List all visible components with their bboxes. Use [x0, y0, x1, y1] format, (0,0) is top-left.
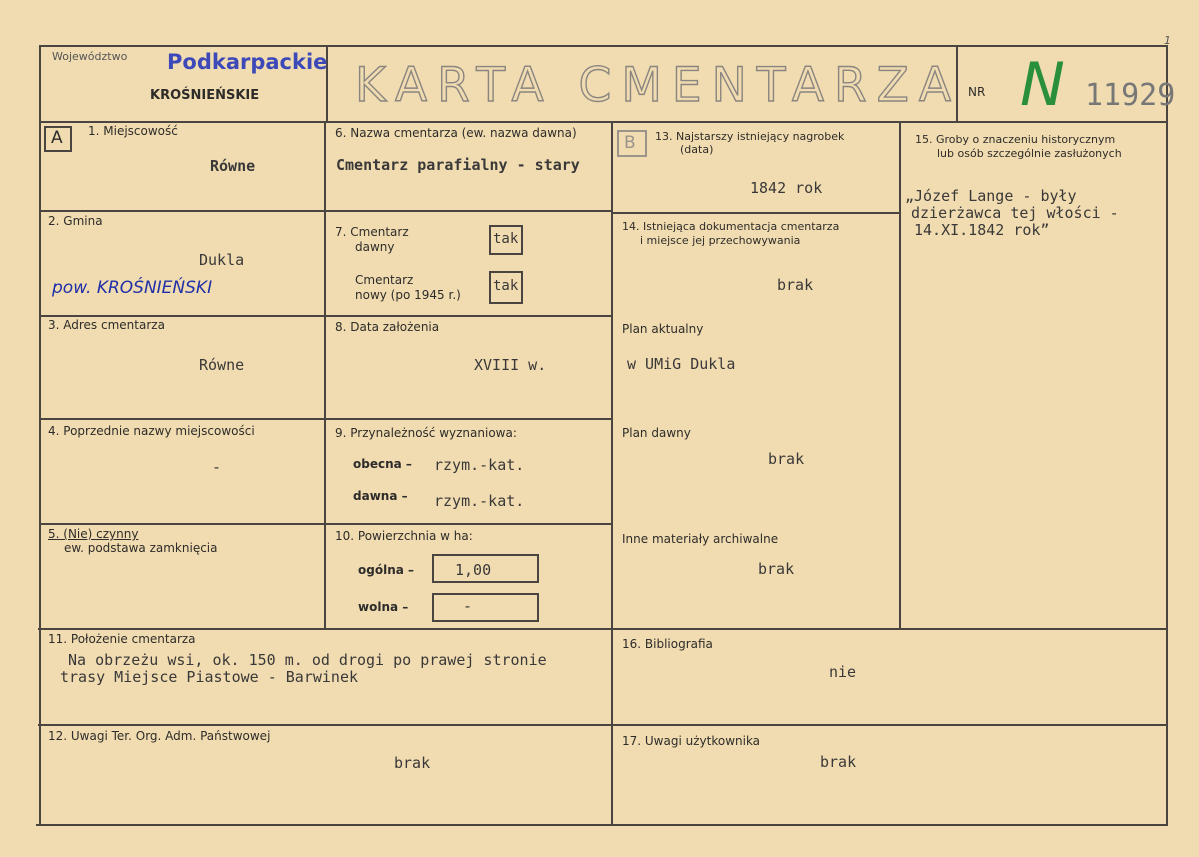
f11-label: 11. Położenie cmentarza	[48, 632, 196, 646]
f3-label: 3. Adres cmentarza	[48, 318, 165, 332]
nr-prefix-marker: N	[1020, 50, 1065, 120]
f9-dawna-label: dawna –	[353, 489, 408, 503]
plan-dawny-value: brak	[768, 450, 805, 468]
f10-ogolna-value: 1,00	[455, 561, 492, 579]
f5-label-2: ew. podstawa zamknięcia	[64, 541, 218, 555]
f17-value: brak	[820, 753, 857, 771]
f13-value: 1842 rok	[750, 179, 823, 197]
f9-dawna-value: rzym.-kat.	[434, 492, 525, 510]
f4-label: 4. Poprzednie nazwy miejscowości	[48, 424, 255, 438]
f8-label: 8. Data założenia	[335, 320, 440, 334]
f10-wolna-box	[432, 593, 539, 622]
f4-value: -	[212, 458, 222, 476]
rule-row-4	[40, 523, 612, 525]
f8-value: XVIII w.	[474, 356, 547, 374]
f7-nowy-1: Cmentarz	[355, 273, 414, 287]
f12-value: brak	[394, 754, 431, 772]
f9-label: 9. Przynależność wyznaniowa:	[335, 426, 517, 440]
f15-label-1: 15. Groby o znaczeniu historycznym	[915, 133, 1116, 146]
f6-value: Cmentarz parafialny - stary	[336, 156, 580, 174]
rule-row-5	[38, 628, 1168, 630]
rule-header-bottom	[40, 121, 1168, 123]
wojewodztwo-label: Województwo	[52, 50, 128, 63]
f7-nowy-value: tak	[493, 278, 519, 294]
f15-line-2: dzierżawca tej włości -	[911, 204, 1119, 222]
plan-aktualny-value: w UMiG Dukla	[627, 355, 736, 373]
f11-line-2: trasy Miejsce Piastowe - Barwinek	[60, 668, 359, 686]
f17-label: 17. Uwagi użytkownika	[622, 734, 761, 748]
f15-line-3: 14.XI.1842 rok”	[914, 221, 1050, 239]
plan-dawny-label: Plan dawny	[622, 426, 691, 440]
f2-handwritten: pow. KROŚNIEŃSKI	[52, 278, 213, 298]
f16-label: 16. Bibliografia	[622, 637, 713, 651]
f10-label: 10. Powierzchnia w ha:	[335, 529, 473, 543]
inne-label: Inne materiały archiwalne	[622, 532, 779, 546]
f14-value: brak	[777, 276, 814, 294]
inne-value: brak	[758, 560, 795, 578]
f1-label: 1. Miejscowość	[88, 124, 178, 138]
rule-col-3	[899, 121, 901, 630]
f9-obecna-label: obecna –	[353, 457, 412, 471]
rule-row-1	[40, 210, 612, 212]
f13-label-1: 13. Najstarszy istniejący nagrobek	[655, 130, 845, 143]
nr-label: NR	[968, 85, 986, 99]
nr-value: 11929	[1085, 78, 1176, 113]
rule-bottom	[36, 824, 1168, 826]
f13-label-2: (data)	[680, 143, 714, 156]
f14-label-2: i miejsce jej przechowywania	[640, 234, 801, 247]
f14-label-1: 14. Istniejąca dokumentacja cmentarza	[622, 220, 840, 233]
rule-col3-r1	[612, 212, 900, 214]
f5-label-1: 5. (Nie) czynny	[48, 527, 139, 541]
rule-col-2	[611, 121, 613, 826]
f16-value: nie	[829, 663, 857, 681]
f2-label: 2. Gmina	[48, 214, 103, 228]
f10-wolna-label: wolna –	[358, 600, 409, 614]
f2-value: Dukla	[199, 251, 245, 269]
rule-top	[40, 45, 1168, 47]
f6-label: 6. Nazwa cmentarza (ew. nazwa dawna)	[335, 126, 577, 140]
f7-dawny-1: 7. Cmentarz	[335, 225, 409, 239]
f15-label-2: lub osób szczególnie zasłużonych	[937, 147, 1122, 160]
rule-right	[1166, 45, 1168, 826]
card-title: KARTA CMENTARZA	[355, 58, 961, 113]
f7-dawny-value: tak	[493, 231, 519, 247]
rule-col-1	[324, 121, 326, 630]
f3-value: Równe	[199, 356, 245, 374]
f7-dawny-2: dawny	[355, 240, 395, 254]
rule-row-6	[38, 724, 1168, 726]
f15-line-1: „Józef Lange - były	[905, 187, 1077, 205]
wojewodztwo-stamp: Podkarpackie	[167, 50, 328, 74]
rule-left	[39, 45, 41, 826]
corner-mark: 1	[1164, 34, 1171, 47]
f10-wolna-value: -	[463, 597, 473, 615]
f10-ogolna-label: ogólna –	[358, 563, 415, 577]
f7-nowy-2: nowy (po 1945 r.)	[355, 288, 461, 302]
rule-row-3	[40, 418, 612, 420]
f12-label: 12. Uwagi Ter. Org. Adm. Państwowej	[48, 729, 271, 743]
f9-obecna-value: rzym.-kat.	[434, 456, 525, 474]
f1-value: Równe	[210, 157, 256, 175]
rule-row-2	[40, 315, 612, 317]
f11-line-1: Na obrzeżu wsi, ok. 150 m. od drogi po prawej stronie	[68, 651, 547, 669]
plan-aktualny-label: Plan aktualny	[622, 322, 704, 336]
section-a-letter: A	[51, 128, 63, 148]
wojewodztwo-typed: KROŚNIEŃSKIE	[150, 88, 260, 103]
section-b-letter: B	[624, 133, 636, 153]
